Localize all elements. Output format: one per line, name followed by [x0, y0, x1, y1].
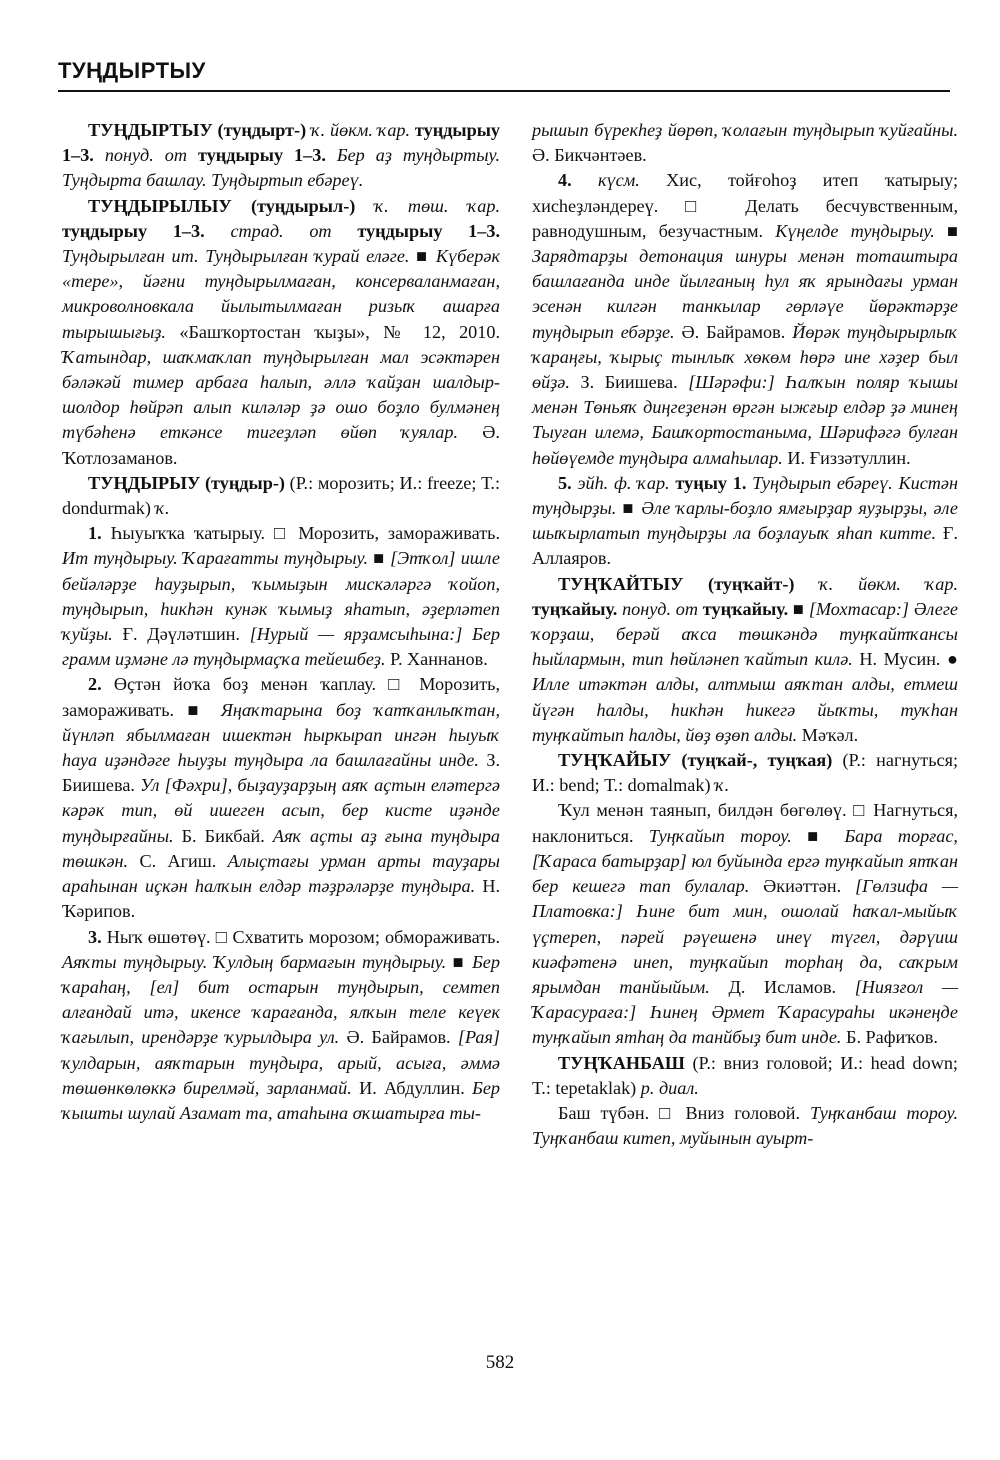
- dictionary-paragraph: ТУҢДЫРЫЛЫУ (туңдырыл-) ҡ. төш. ҡар. туңдырыу 1–3. страд. от туңдырыу 1–3. Туңдырылған ит. Туңдырылған ҡурай еләге. ■ Күберәк «тере», йәғни туңдырылмаған, консерваланмаған, микроволновкала йылытылмаған ризыҡ ашарға тырышығыҙ. «Башҡортостан ҡыҙы», № 12, 2010. Ҡатындар, шаҡмаҡлап туңдырылған мал эсәктәрен бәләкәй тимер арбаға һалып, әллә ҡайҙан шалдыр-шолдор һөйрәп алып киләләр ҙә ошо боҙло булмәнең түбәһенә еткәнсе тигеҙләп өйөп ҡуялар. Ә. Ҡотлозаманов.: [62, 195, 501, 468]
- dictionary-paragraph: 4. күсм. Хис, тойғоһоҙ итеп ҡатырыу; хисһеҙләндереү. □ Делать бесчувственным, равнодушным, безучастным. Күңелде туңдырыу. ■ Зарядтарҙы детонация шнуры менән тоташтыра башлағанда инде йылғаның һул яҡ ярындағы урман эсенән килгән танкылар гөрләүе йөрәктәрҙе туңдырып ебәрҙе. Ә. Байрамов. Йөрәк туңдырырлыҡ ҡараңғы, ҡырыҫ тынлыҡ хөкөм һөрә ине хәҙер был өйҙә. З. Биишева. [Шәрәфи:] Һалҡын поляр ҡышы менән Төньяҡ диңгеҙенән өргән ыжғыр елдәр ҙә минең Тыуған илемә, Башҡортостаныма, Шәрифәгә булған һөйөүемде туңдыра алмаһылар. И. Ғиззәтуллин.: [532, 170, 958, 468]
- dictionary-paragraph: 2. Өҫтән йоҡа боҙ менән ҡаплау. □ Морозить, замораживать. ■ Яңаҡтарына боҙ ҡатҡанлыҡтан, йүнләп ябылмаған ишектән һыркырап ингән һыуыҡ һауа иҙәндәге һыуҙы туңдыра ла башлағайны инде. З. Биишева. Ул [Фәхри], быҙауҙарҙың аяҡ аҫтын еләтергә кәрәк тип, өй ишеген асып, бер кисте иҙәнде туңдырғайны. Б. Бикбай. Аяҡ аҫты аҙ ғына туңдыра төшкән. С. Агиш. Алыҫтағы урман арты тауҙары араһынан иҫкән һалҡын елдәр тәҙрәләрҙе туңдыра. Н. Ҡәрипов.: [62, 674, 501, 922]
- right-column: [532, 118, 958, 1151]
- dictionary-paragraph: рышып бүрекһеҙ йөрөп, ҡолағын туңдырып ҡуйғайны. Ә. Бикчәнтәев.: [532, 120, 958, 166]
- dictionary-paragraph: 3. Ныҡ өшөтөү. □ Схватить морозом; обмораживать. Аяҡты туңдырыу. Ҡулдың бармағын туңдырыу. ■ Бер ҡараһаң, [ел] бит остарын туңдырып, семтеп алғандай итә, икенсе ҡарағанда, ялҡын теле кеүек ҡағылып, ирендәрҙе ҡурылдыра ул. Ә. Байрамов. [Рая] ҡулдарын, аяҡтарын туңдыра, арый, асыға, әммә төшөнкөлөккә бирелмәй, зарланмай. И. Абдуллин. Бер ҡышты шулай Азамат та, атаһына оҡшатырға ты-: [62, 926, 500, 1123]
- dictionary-paragraph: Баш түбән. □ Вниз головой. Туңҡанбаш тороу. Туңҡанбаш китеп, муйынын ауырт-: [532, 1102, 958, 1149]
- running-header: ТУҢДЫРТЫУ: [58, 58, 206, 83]
- dictionary-paragraph: 1. Һыуыҡҡа ҡатырыу. □ Морозить, замораживать. Ит туңдырыу. Ҡарағатты туңдырыу. ■ [Этҡол] ишле бейәләрҙе һауҙырып, ҡымыҙын мискәләргә ҡойоп, туңдырып, һикһән кунәк ҡымыҙ яһатып, әҙерләтеп ҡуйҙы. Ғ. Дәүләтшин. [Нурый — ярҙамсыһына:] Бер грамм иҙмәне лә туңдырмаҫҡа тейешбеҙ. Р. Ханнанов.: [62, 523, 501, 670]
- dictionary-paragraph: 5. эйһ. ф. ҡар. туңыу 1. Туңдырып ебәреү. Кистән туңдырҙы. ■ Әле ҡарлы-боҙло ямғырҙар яуҙырҙы, әле шыҡырлатып туңдырҙы ла боҙлауыҡ яһап китте. Ғ. Аллаяров.: [532, 472, 958, 569]
- page-number: 582: [485, 1352, 515, 1373]
- dictionary-paragraph: ТУҢДЫРТЫУ (туңдырт-) ҡ. йөкм. ҡар. туңдырыу 1–3. понуд. от туңдырыу 1–3. Бер аҙ туңдыртыу. Туңдырта башлау. Туңдыртып ебәреү.: [62, 120, 500, 191]
- dictionary-paragraph: ТУҢҠАНБАШ (Р.: вниз головой; И.: head down; Т.: tepetaklak) р. диал.: [532, 1052, 958, 1098]
- dictionary-paragraph: Ҡул менән таянып, билдән бөгөлөү. □ Нагнуться, наклониться. Туңҡайып тороу. ■ Бара торғас, [Ҡараса батырҙар] юл буйында ергә туңҡайып ятҡан бер кешегә тап булалар. Әкиәттән. [Гөлзифа — Платовка:] Һине бит мин, ошолай һаҡал-мыйыҡ үҫтереп, пәрей рәүешенә инеү түгел, дәрүиш киәфәтенә инеп, туңҡайып торһаң да, саҡрым ярымдан танйыйым. Д. Исламов. [Ниязғол — Ҡарасураға:] Һинең Әрмет Ҡарасураһы икәнеңде туңҡайып ятһаң да танйбыҙ бит инде. Б. Рафиҡов.: [532, 800, 958, 1048]
- dictionary-paragraph: ТУҢДЫРЫУ (туңдыр-) (Р.: морозить; И.: freeze; Т.: dondurmak) ҡ.: [62, 472, 500, 519]
- dictionary-paragraph: ТУҢҠАЙЫУ (туңҡай-, туңҡая) (Р.: нагнуться; И.: bend; Т.: domalmak) ҡ.: [532, 750, 959, 796]
- dictionary-paragraph: ТУҢҠАЙТЫУ (туңҡайт-) ҡ. йөкм. ҡар. туңҡайыу. понуд. от туңҡайыу. ■ [Мохтасар:] Әлеге ҡорҙаш, берәй аҡса төшкәндә туңҡайтҡансы һыйлармын, тип һөйләнеп ҡайтып килә. Н. Мусин. ● Илле итәктән алды, алтмыш аяҡтан алды, етмеш йүгән һалды, һикһән һикегә йыҡты, туҡһан туңҡайтып һалды, йөҙ өҙөп алды. Мәҡәл.: [532, 573, 959, 745]
- header-rule: [58, 90, 950, 92]
- left-column: [62, 118, 500, 1126]
